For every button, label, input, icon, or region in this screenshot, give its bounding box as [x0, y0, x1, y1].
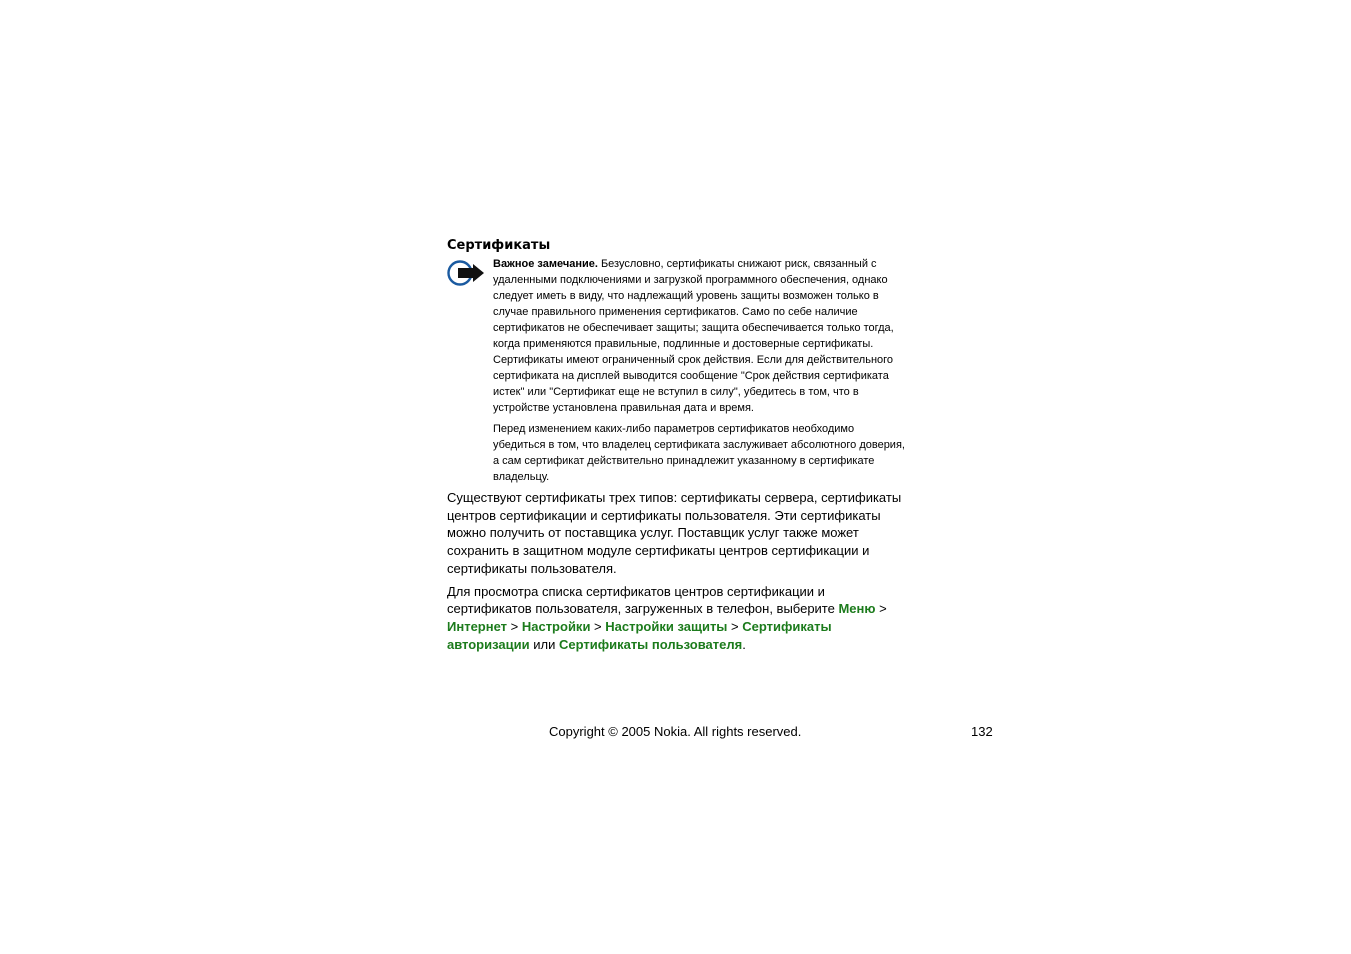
- sentence-end: .: [742, 636, 746, 652]
- important-note-icon: [447, 259, 485, 287]
- important-note: [447, 256, 907, 485]
- menu-path-security-settings: Настройки защиты: [605, 618, 728, 634]
- menu-path-internet: Интернет: [447, 618, 508, 634]
- path-separator: >: [507, 618, 522, 634]
- page-footer: [0, 723, 1351, 741]
- path-separator: >: [590, 618, 606, 634]
- body-paragraph-2: [447, 583, 907, 654]
- para2-intro: Для просмотра списка сертификатов центров сертификации и сертификатов пользователя, загруженных в телефон, выберите: [447, 583, 839, 617]
- copyright-text: Copyright © 2005 Nokia. All rights reserved.: [549, 724, 802, 739]
- menu-path-auth-certificates: Сертификаты авторизации: [447, 618, 832, 652]
- menu-path-user-certificates: Сертификаты пользователя: [558, 636, 743, 652]
- page-content: [447, 236, 907, 653]
- path-separator: >: [875, 601, 887, 617]
- page-number: 132: [971, 724, 993, 739]
- note-text-1: Безусловно, сертификаты снижают риск, связанный с удаленными подключениями и загрузкой программного обеспечения, однако следует иметь в виду, что надлежащий уровень защиты возможен только в случае правильного применения сертификатов. Само по себе наличие сертификатов не обеспечивает защиты; защита обеспечивается только тогда, когда применяются правильные, подлинные и достоверные сертификаты. Сертификаты имеют ограниченный срок действия. Если для действительного сертификата на дисплей выводится сообщение "Срок действия сертификата истек" или "Сертификат еще не вступил в силу", убедитесь в том, что в устройстве установлена правильная дата и время.: [493, 258, 894, 414]
- body-paragraph-1: Существуют сертификаты трех типов: сертификаты сервера, сертификаты центров сертификации и сертификаты пользователя. Эти сертификаты можно получить от поставщика услуг. Поставщик услуг также может сохранить в защитном модуле сертификаты центров сертификации и сертификаты пользователя.: [447, 490, 902, 576]
- note-paragraph-1: [493, 256, 907, 416]
- menu-path-menu: Меню: [838, 601, 876, 617]
- menu-path-settings: Настройки: [521, 618, 591, 634]
- note-label: Важное замечание.: [493, 258, 598, 270]
- section-title: Сертификаты: [447, 238, 551, 253]
- note-paragraph-2: Перед изменением каких-либо параметров сертификатов необходимо убедиться в том, что владелец сертификата заслуживает абсолютного доверия, а сам сертификат действительно принадлежит указанному в сертификате владельцу.: [493, 423, 905, 483]
- path-separator: >: [727, 618, 743, 634]
- or-text: или: [529, 636, 559, 652]
